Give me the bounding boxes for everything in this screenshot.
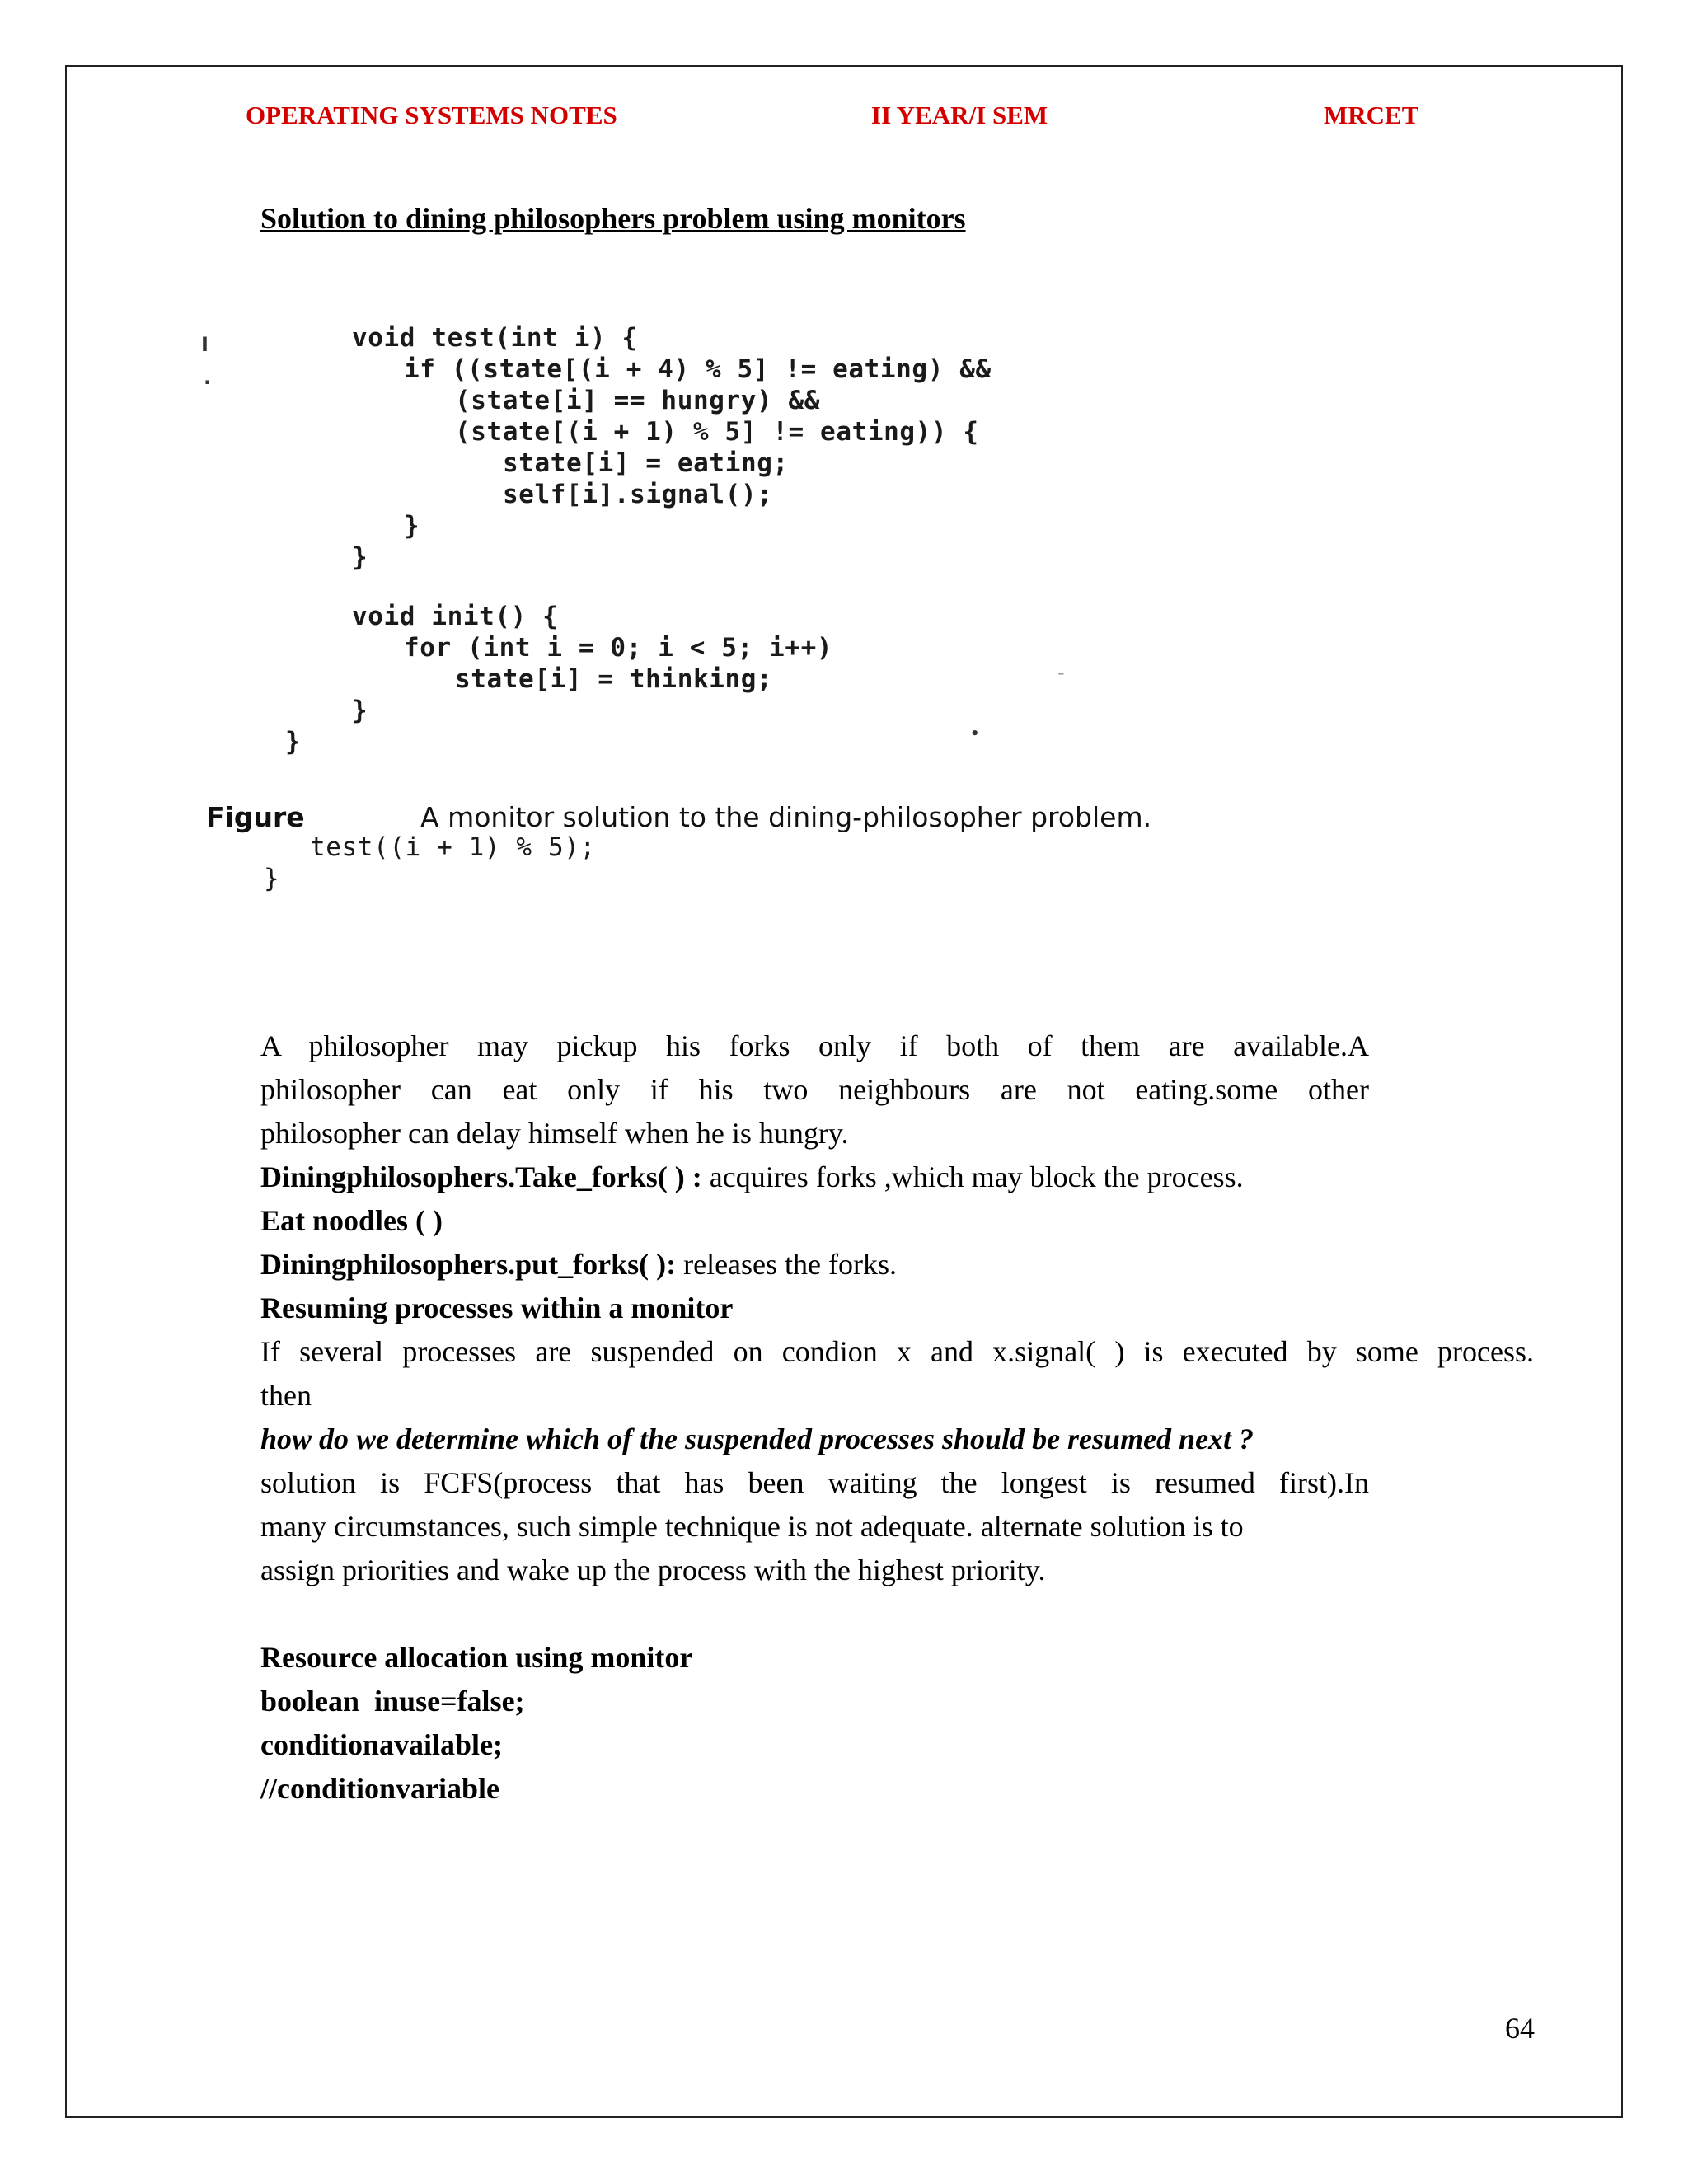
code-line: }: [264, 864, 280, 893]
page-number: 64: [1505, 2012, 1535, 2045]
eat-noodles-line: Eat noodles ( ): [260, 1204, 443, 1237]
put-forks-line: [260, 1243, 1369, 1286]
code-statement: //conditionvariable: [260, 1772, 500, 1805]
code-statement: boolean inuse=false;: [260, 1685, 525, 1718]
paragraph-line: philosopher can delay himself when he is hungry.: [260, 1117, 849, 1150]
code-line: self[i].signal();: [503, 480, 773, 509]
scan-mark-dot: .: [204, 366, 212, 389]
code-line: test((i + 1) % 5);: [310, 832, 596, 862]
code-line: if ((state[(i + 4) % 5] != eating) &&: [404, 354, 992, 384]
figure-caption-label: Figure: [206, 801, 305, 833]
solution-paragraph: [260, 1418, 1369, 1592]
take-forks-label: Diningphilosophers.Take_forks( ) :: [260, 1160, 702, 1193]
page-header: [0, 101, 1688, 134]
header-course-title: OPERATING SYSTEMS NOTES: [246, 101, 617, 129]
code-line: for (int i = 0; i < 5; i++): [404, 633, 833, 663]
scan-mark-i: I: [201, 333, 209, 356]
paragraph-line: many circumstances, such simple technique is not adequate. alternate solution is to: [260, 1510, 1244, 1543]
paragraph-line: If several processes are suspended on condion x and x.signal( ) is executed by some process.: [260, 1335, 1534, 1368]
paragraph-line: philosopher can eat only if his two neighbours are not eating.some other: [260, 1073, 1369, 1106]
resource-allocation-section: [260, 1636, 1369, 1811]
paragraph-line: solution is FCFS(process that has been waiting the longest is resumed first).In: [260, 1466, 1369, 1499]
resuming-heading: Resuming processes within a monitor: [260, 1291, 734, 1324]
put-forks-label: Diningphilosophers.put_forks( ):: [260, 1248, 677, 1281]
figure-caption-text: A monitor solution to the dining-philosopher problem.: [420, 801, 1152, 833]
scan-mark-dash: -: [1057, 661, 1065, 684]
code-line: state[i] = thinking;: [455, 664, 773, 694]
paragraph-line: then: [260, 1379, 312, 1412]
philosopher-paragraph: [260, 1024, 1369, 1330]
code-line: }: [352, 696, 368, 725]
code-line: state[i] = eating;: [503, 448, 789, 478]
header-year-semester: II YEAR/I SEM: [871, 101, 1048, 129]
scan-mark-bullet: •: [970, 725, 980, 743]
put-forks-text: releases the forks.: [676, 1248, 897, 1281]
code-line: void test(int i) {: [352, 323, 638, 353]
code-line: (state[i] == hungry) &&: [455, 386, 821, 415]
code-line: (state[(i + 1) % 5] != eating)) {: [455, 417, 979, 447]
code-figure: [0, 313, 1688, 907]
resource-heading: Resource allocation using monitor: [260, 1641, 693, 1674]
code-line: }: [404, 511, 420, 541]
section-title: Solution to dining philosophers problem using monitors: [260, 202, 966, 235]
paragraph-line: assign priorities and wake up the process with the highest priority.: [260, 1554, 1046, 1586]
code-statement: conditionavailable;: [260, 1728, 504, 1761]
take-forks-text: acquires forks ,which may block the process.: [701, 1160, 1244, 1193]
question-line: how do we determine which of the suspended processes should be resumed next ?: [260, 1422, 1254, 1455]
code-line: }: [352, 542, 368, 572]
code-line: }: [285, 727, 302, 757]
code-line: void init() {: [352, 602, 559, 631]
paragraph-line: A philosopher may pickup his forks only if both of them are available.A: [260, 1029, 1369, 1062]
resuming-paragraph: [260, 1330, 1534, 1418]
take-forks-line: [260, 1155, 1369, 1199]
header-institution: MRCET: [1324, 101, 1419, 129]
